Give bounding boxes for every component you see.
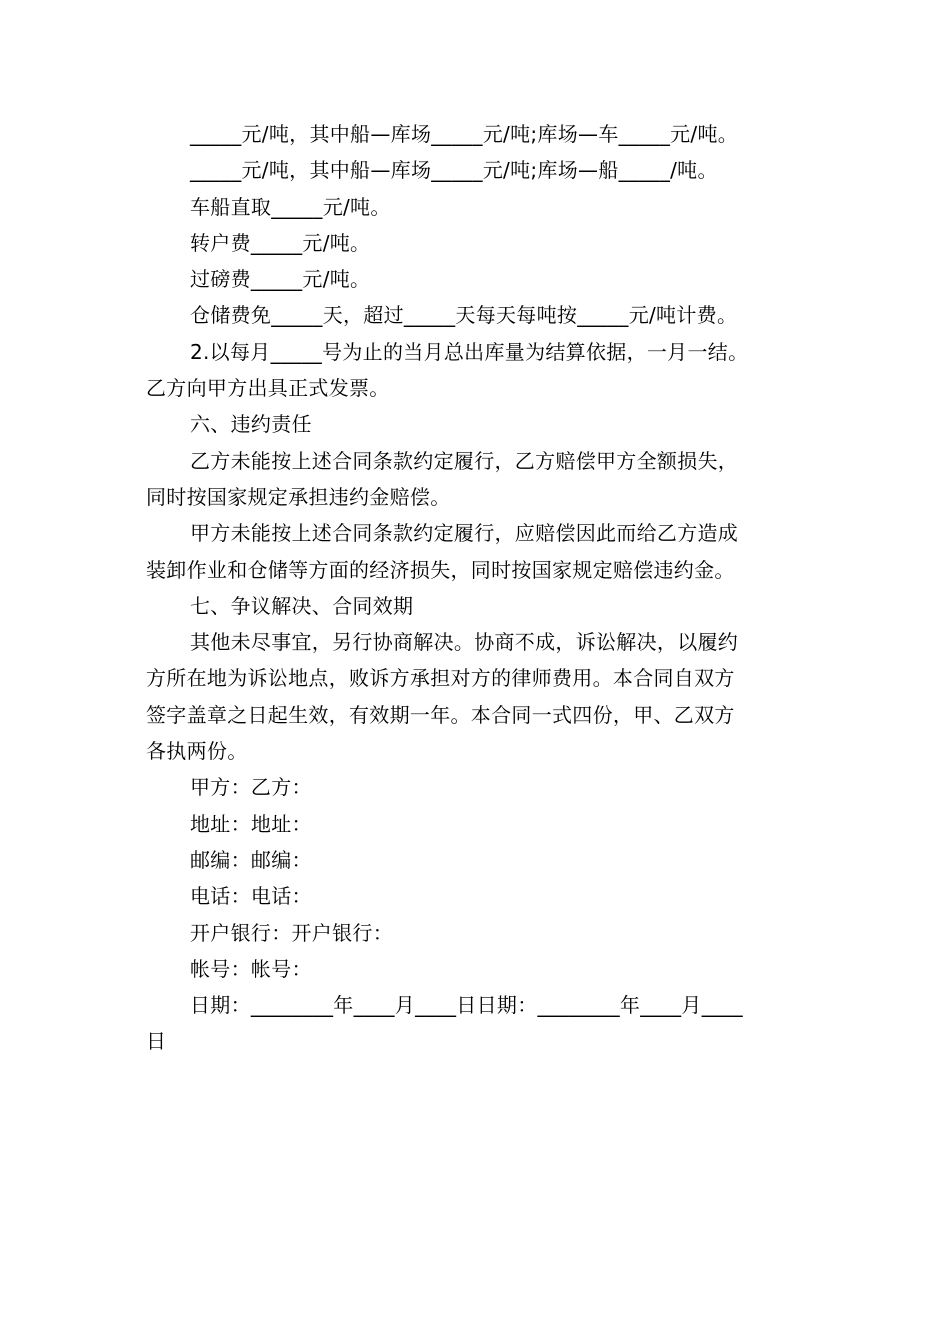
signature-field: 开户银行：开户银行： — [190, 920, 393, 945]
text-line: 其他未尽事宜，另行协商解决。协商不成，诉讼解决，以履约 — [190, 630, 739, 655]
text-line: 方所在地为诉讼地点，败诉方承担对方的律师费用。本合同自双方 — [146, 666, 735, 691]
document-body — [146, 116, 810, 1060]
text-line: _____元/吨，其中船—库场_____元/吨;库场—船_____/吨。 — [190, 158, 718, 183]
section-heading: 六、违约责任 — [190, 412, 312, 437]
text-line: 仓储费免_____天，超过_____天每天每吨按_____元/吨计费。 — [190, 303, 738, 328]
text-line: 甲方未能按上述合同条款约定履行，应赔偿因此而给乙方造成 — [190, 521, 739, 546]
signature-field: 甲方：乙方： — [190, 775, 312, 800]
signature-field: 地址：地址： — [190, 811, 312, 836]
signature-field: 电话：电话： — [190, 884, 312, 909]
signature-field: 邮编：邮编： — [190, 847, 312, 872]
text-line: 车船直取_____元/吨。 — [190, 194, 391, 219]
text-line: 签字盖章之日起生效，有效期一年。本合同一式四份，甲、乙双方 — [146, 702, 735, 727]
text-line: 过磅费_____元/吨。 — [190, 267, 371, 292]
date-field: 日 — [146, 1029, 167, 1054]
text-line: 2.以每月_____号为止的当月总出库量为结算依据，一月一结。 — [190, 339, 749, 364]
text-line: 转户费_____元/吨。 — [190, 230, 371, 255]
section-heading: 七、争议解决、合同效期 — [190, 593, 414, 618]
signature-field: 帐号：帐号： — [190, 956, 312, 981]
text-line: 同时按国家规定承担违约金赔偿。 — [146, 484, 451, 509]
text-line: 装卸作业和仓储等方面的经济损失，同时按国家规定赔偿违约金。 — [146, 557, 735, 582]
text-line: _____元/吨，其中船—库场_____元/吨;库场—车_____元/吨。 — [190, 122, 739, 146]
text-line: 乙方未能按上述合同条款约定履行，乙方赔偿甲方全额损失， — [190, 448, 739, 473]
date-field: 日期：________年____月____日日期：________年____月____ — [190, 993, 743, 1018]
text-line: 乙方向甲方出具正式发票。 — [146, 376, 390, 401]
text-line: 各执两份。 — [146, 739, 248, 764]
